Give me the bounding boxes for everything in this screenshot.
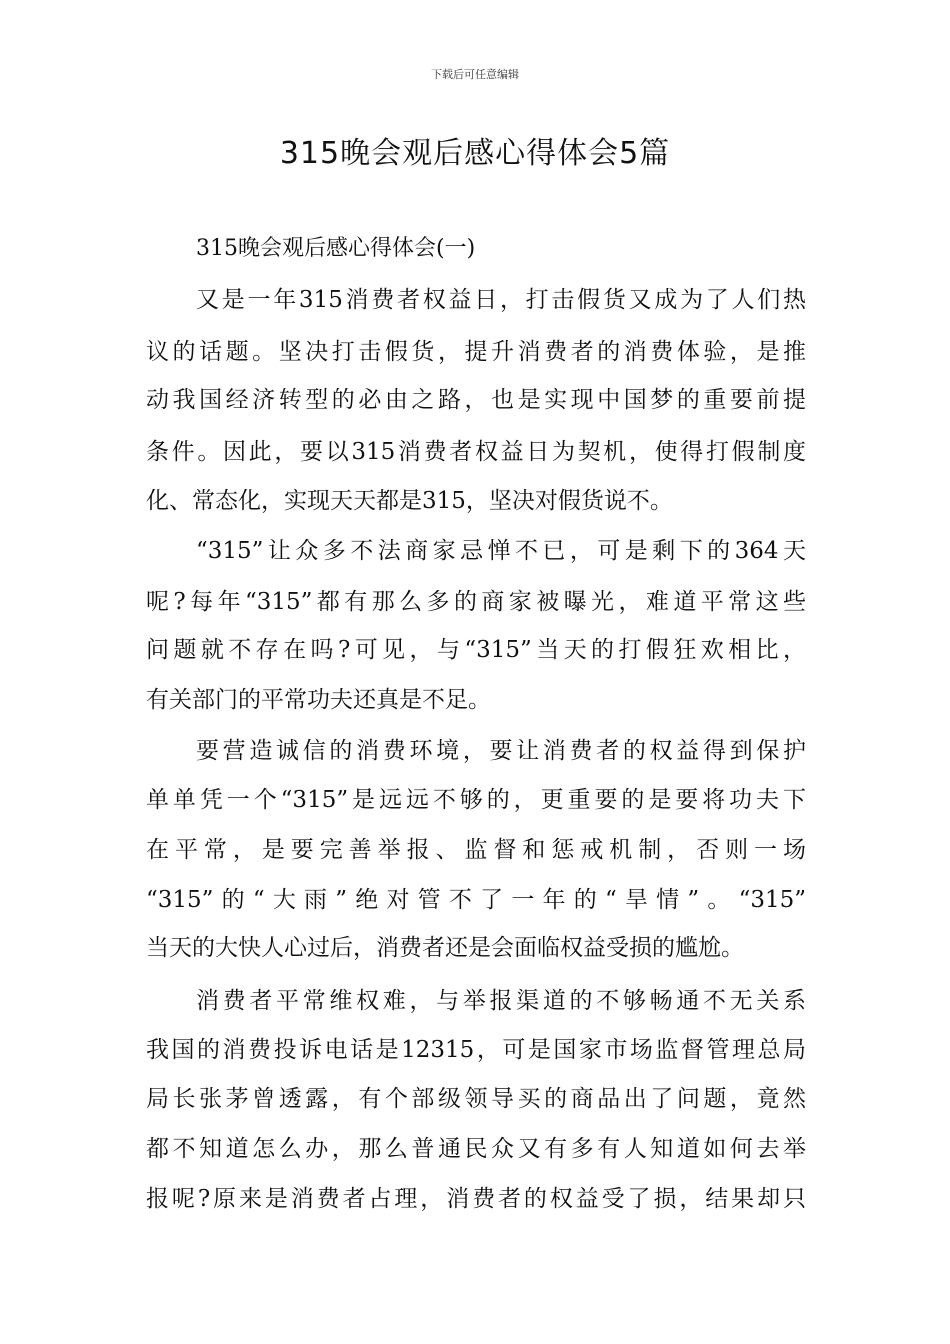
paragraph-line: 要营造诚信的消费环境，要让消费者的权益得到保护 bbox=[196, 738, 806, 764]
paragraph-line: 化、常态化，实现天天都是315，坚决对假货说不。 bbox=[146, 488, 673, 514]
paragraph-line: 局长张茅曾透露，有个部级领导买的商品出了问题，竟然 bbox=[146, 1086, 806, 1112]
paragraph-line: 动我国经济转型的必由之路，也是实现中国梦的重要前提 bbox=[146, 387, 806, 413]
paragraph-line: 单单凭一个“315”是远远不够的，更重要的是要将功夫下 bbox=[146, 787, 806, 813]
document-title: 315晚会观后感心得体会5篇 bbox=[279, 136, 671, 171]
paragraph-line: 在平常，是要完善举报、监督和惩戒机制，否则一场 bbox=[146, 837, 806, 863]
paragraph-line: 又是一年315消费者权益日，打击假货又成为了人们热 bbox=[196, 287, 806, 313]
paragraph-line: 议的话题。坚决打击假货，提升消费者的消费体验，是推 bbox=[146, 339, 806, 365]
paragraph-line: “315”的“大雨”绝对管不了一年的“旱情”。“315” bbox=[146, 887, 806, 913]
paragraph-line: 我国的消费投诉电话是12315，可是国家市场监督管理总局 bbox=[146, 1037, 806, 1063]
paragraph-line: 条件。因此，要以315消费者权益日为契机，使得打假制度 bbox=[146, 439, 806, 465]
paragraph-line: 消费者平常维权难，与举报渠道的不够畅通不无关系 bbox=[196, 988, 806, 1014]
paragraph-line: “315”让众多不法商家忌惮不已，可是剩下的364天 bbox=[196, 538, 806, 564]
paragraph-line: 有关部门的平常功夫还真是不足。 bbox=[146, 687, 491, 713]
paragraph-line: 问题就不存在吗?可见，与“315”当天的打假狂欢相比， bbox=[146, 637, 806, 663]
header-note: 下载后可任意编辑 bbox=[431, 68, 519, 81]
paragraph-line: 当天的大快人心过后，消费者还是会面临权益受损的尴尬。 bbox=[146, 935, 744, 961]
paragraph-line: 报呢?原来是消费者占理，消费者的权益受了损，结果却只 bbox=[146, 1186, 806, 1212]
section-subtitle: 315晚会观后感心得体会(一) bbox=[196, 236, 476, 261]
paragraph-line: 呢?每年“315”都有那么多的商家被曝光，难道平常这些 bbox=[146, 589, 806, 615]
paragraph-line: 都不知道怎么办，那么普通民众又有多有人知道如何去举 bbox=[146, 1136, 806, 1162]
